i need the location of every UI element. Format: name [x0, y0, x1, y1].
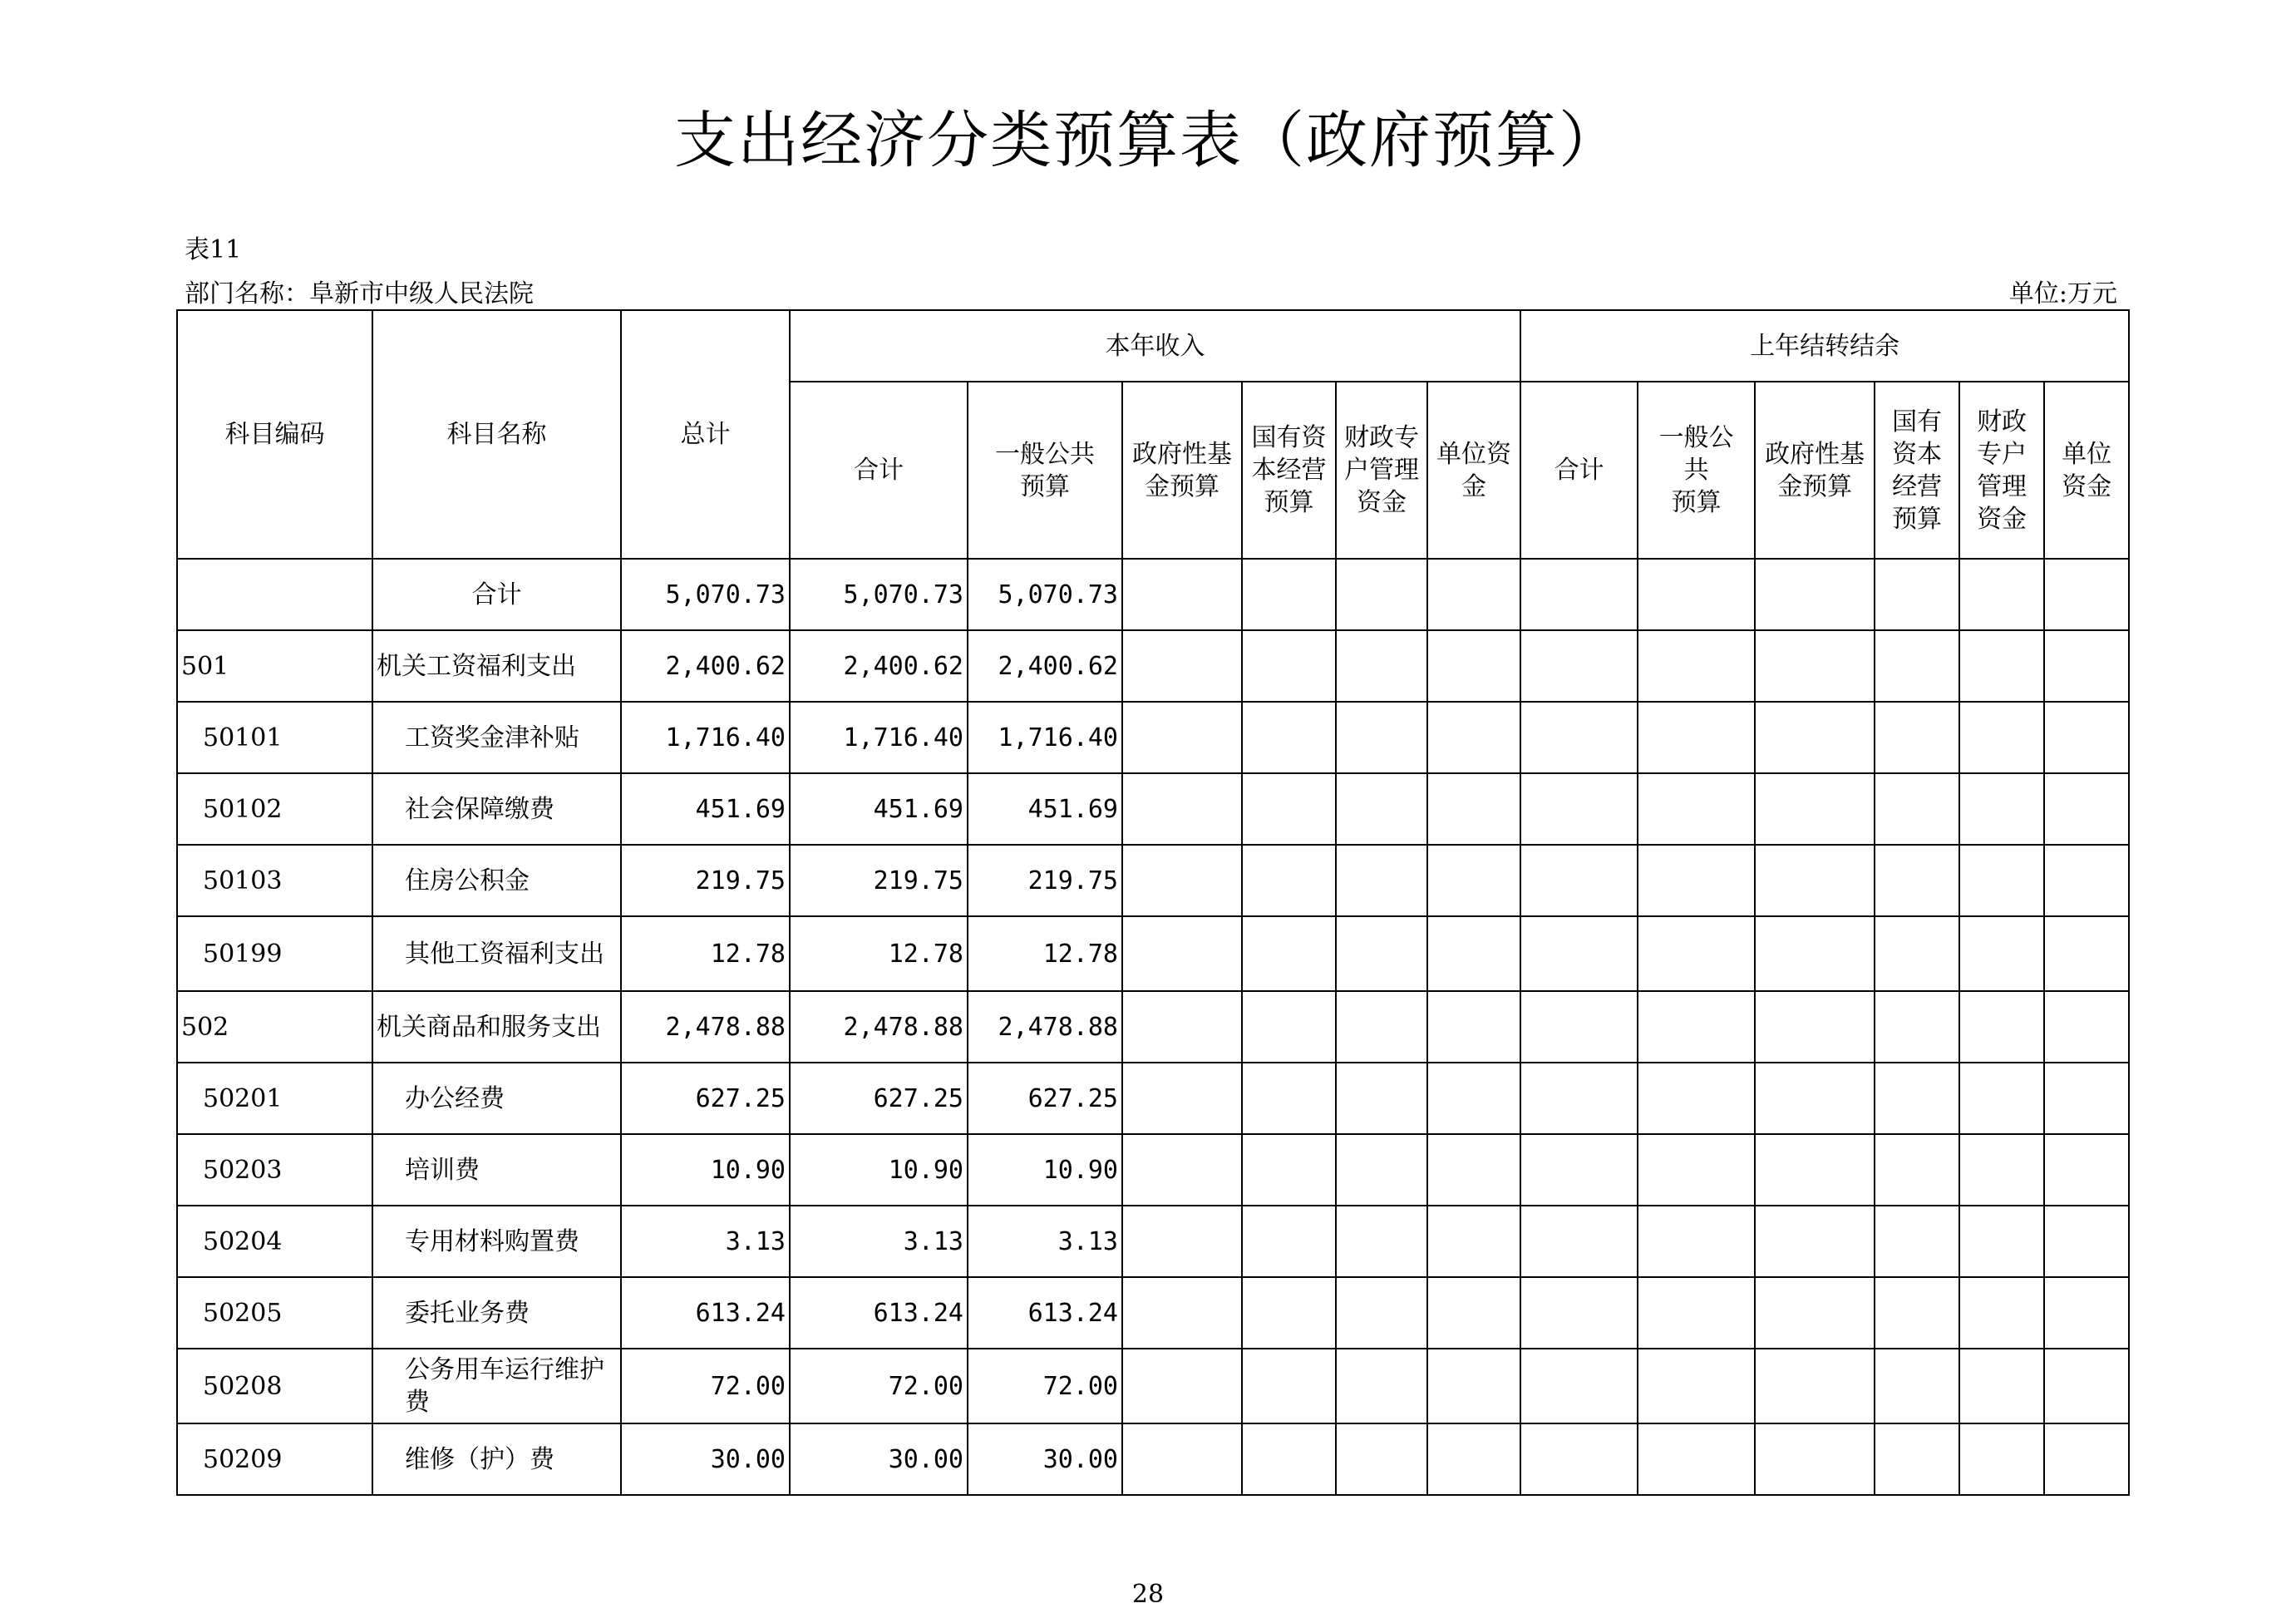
cell-empty — [1875, 630, 1959, 702]
cell-name: 住房公积金 — [372, 845, 621, 916]
cell-total: 2,400.62 — [621, 630, 790, 702]
cell-empty — [1427, 1423, 1520, 1495]
budget-table — [176, 309, 2130, 1496]
cell-code: 501 — [177, 630, 372, 702]
cell-empty — [1638, 559, 1755, 630]
cell-subtotal: 12.78 — [790, 916, 968, 991]
cell-empty — [1755, 991, 1875, 1063]
cell-empty — [1242, 1277, 1336, 1349]
cell-total: 5,070.73 — [621, 559, 790, 630]
cell-empty — [1427, 1277, 1520, 1349]
cell-code — [177, 559, 372, 630]
table-row — [177, 559, 2129, 630]
cell-subtotal: 613.24 — [790, 1277, 968, 1349]
cell-empty — [1755, 1277, 1875, 1349]
cell-code: 50103 — [177, 845, 372, 916]
header-income-unit-funds: 单位资 金 — [1427, 382, 1520, 559]
cell-empty — [1959, 1134, 2044, 1206]
table-number: 表11 — [185, 235, 242, 264]
cell-empty — [1427, 991, 1520, 1063]
table-row — [177, 1423, 2129, 1495]
cell-empty — [1520, 702, 1638, 773]
cell-code: 50201 — [177, 1063, 372, 1134]
cell-name: 专用材料购置费 — [372, 1206, 621, 1277]
cell-empty — [1242, 991, 1336, 1063]
cell-empty — [1242, 702, 1336, 773]
cell-empty — [1122, 1206, 1242, 1277]
cell-empty — [1520, 773, 1638, 845]
cell-empty — [1427, 1206, 1520, 1277]
header-code: 科目编码 — [177, 310, 372, 559]
cell-code: 50101 — [177, 702, 372, 773]
cell-name: 其他工资福利支出 — [372, 916, 621, 991]
cell-empty — [1336, 1349, 1427, 1423]
cell-empty — [1755, 1423, 1875, 1495]
cell-empty — [1520, 916, 1638, 991]
cell-empty — [1638, 630, 1755, 702]
cell-total: 627.25 — [621, 1063, 790, 1134]
cell-empty — [1122, 1134, 1242, 1206]
cell-general: 1,716.40 — [968, 702, 1122, 773]
header-current-income: 本年收入 — [790, 310, 1520, 382]
cell-empty — [1242, 1423, 1336, 1495]
cell-empty — [1122, 630, 1242, 702]
cell-empty — [1336, 559, 1427, 630]
cell-empty — [1755, 1206, 1875, 1277]
cell-total: 451.69 — [621, 773, 790, 845]
cell-empty — [1336, 916, 1427, 991]
cell-empty — [1959, 1277, 2044, 1349]
table-row — [177, 773, 2129, 845]
cell-subtotal: 451.69 — [790, 773, 968, 845]
cell-general: 219.75 — [968, 845, 1122, 916]
cell-empty — [1122, 1063, 1242, 1134]
cell-empty — [2044, 702, 2129, 773]
cell-empty — [2044, 559, 2129, 630]
cell-empty — [1242, 559, 1336, 630]
cell-empty — [1520, 1277, 1638, 1349]
cell-empty — [1336, 845, 1427, 916]
cell-empty — [1638, 1277, 1755, 1349]
cell-empty — [1875, 845, 1959, 916]
cell-empty — [1242, 1134, 1336, 1206]
cell-subtotal: 10.90 — [790, 1134, 968, 1206]
cell-subtotal: 2,478.88 — [790, 991, 968, 1063]
cell-empty — [1959, 916, 2044, 991]
header-carryover-sub-total: 合计 — [1520, 382, 1638, 559]
cell-general: 5,070.73 — [968, 559, 1122, 630]
cell-empty — [1875, 991, 1959, 1063]
unit-label: 单位:万元 — [2008, 279, 2117, 308]
table-row — [177, 1206, 2129, 1277]
cell-general: 451.69 — [968, 773, 1122, 845]
cell-subtotal: 219.75 — [790, 845, 968, 916]
cell-empty — [1336, 1206, 1427, 1277]
cell-name: 合计 — [372, 559, 621, 630]
cell-empty — [1336, 630, 1427, 702]
cell-empty — [1427, 1134, 1520, 1206]
cell-code: 50209 — [177, 1423, 372, 1495]
cell-empty — [1520, 991, 1638, 1063]
cell-empty — [2044, 630, 2129, 702]
cell-general: 627.25 — [968, 1063, 1122, 1134]
cell-subtotal: 5,070.73 — [790, 559, 968, 630]
cell-empty — [2044, 1206, 2129, 1277]
header-carryover-unit-funds: 单位 资金 — [2044, 382, 2129, 559]
department-name: 部门名称：阜新市中级人民法院 — [185, 279, 534, 308]
cell-empty — [1122, 845, 1242, 916]
cell-code: 50208 — [177, 1349, 372, 1423]
cell-empty — [1755, 845, 1875, 916]
cell-code: 50199 — [177, 916, 372, 991]
cell-empty — [1242, 1349, 1336, 1423]
cell-empty — [1875, 916, 1959, 991]
cell-general: 2,400.62 — [968, 630, 1122, 702]
cell-empty — [1638, 916, 1755, 991]
cell-subtotal: 3.13 — [790, 1206, 968, 1277]
table-row — [177, 991, 2129, 1063]
header-carryover-special-account-funds: 财政 专户 管理 资金 — [1959, 382, 2044, 559]
cell-empty — [1638, 702, 1755, 773]
header-income-sub-total: 合计 — [790, 382, 968, 559]
cell-empty — [2044, 1277, 2129, 1349]
cell-general: 3.13 — [968, 1206, 1122, 1277]
table-row — [177, 630, 2129, 702]
cell-empty — [1638, 1134, 1755, 1206]
cell-name: 工资奖金津补贴 — [372, 702, 621, 773]
cell-subtotal: 627.25 — [790, 1063, 968, 1134]
cell-empty — [1122, 773, 1242, 845]
cell-empty — [1336, 1063, 1427, 1134]
cell-empty — [1959, 1206, 2044, 1277]
header-carryover: 上年结转结余 — [1520, 310, 2129, 382]
cell-name: 办公经费 — [372, 1063, 621, 1134]
cell-empty — [1520, 1134, 1638, 1206]
cell-name: 委托业务费 — [372, 1277, 621, 1349]
cell-empty — [1122, 702, 1242, 773]
cell-subtotal: 72.00 — [790, 1349, 968, 1423]
cell-empty — [1959, 1063, 2044, 1134]
cell-name: 公务用车运行维护费 — [372, 1349, 621, 1423]
cell-empty — [1122, 991, 1242, 1063]
table-row — [177, 1277, 2129, 1349]
cell-empty — [1520, 630, 1638, 702]
cell-empty — [1427, 1349, 1520, 1423]
cell-empty — [1520, 559, 1638, 630]
cell-empty — [1638, 1063, 1755, 1134]
cell-empty — [1122, 1423, 1242, 1495]
cell-empty — [1336, 1134, 1427, 1206]
cell-empty — [1336, 1277, 1427, 1349]
header-income-general-budget: 一般公共 预算 — [968, 382, 1122, 559]
header-carryover-state-capital-budget: 国有 资本 经营 预算 — [1875, 382, 1959, 559]
table-row — [177, 1349, 2129, 1423]
cell-empty — [1336, 773, 1427, 845]
cell-empty — [1959, 991, 2044, 1063]
header-total: 总计 — [621, 310, 790, 559]
cell-total: 12.78 — [621, 916, 790, 991]
cell-empty — [1959, 1349, 2044, 1423]
cell-empty — [1875, 1134, 1959, 1206]
cell-empty — [1875, 1423, 1959, 1495]
cell-empty — [1875, 1063, 1959, 1134]
cell-empty — [1242, 845, 1336, 916]
table-row — [177, 1063, 2129, 1134]
cell-empty — [1122, 559, 1242, 630]
cell-empty — [1520, 1423, 1638, 1495]
cell-empty — [1427, 630, 1520, 702]
cell-empty — [1875, 1206, 1959, 1277]
cell-empty — [1427, 702, 1520, 773]
cell-empty — [1336, 702, 1427, 773]
cell-empty — [1242, 1206, 1336, 1277]
header-name: 科目名称 — [372, 310, 621, 559]
cell-empty — [1638, 1349, 1755, 1423]
cell-empty — [1959, 773, 2044, 845]
cell-empty — [1638, 845, 1755, 916]
page-title: 支出经济分类预算表（政府预算） — [674, 105, 1622, 176]
table-row — [177, 916, 2129, 991]
cell-empty — [1520, 1063, 1638, 1134]
cell-empty — [1122, 916, 1242, 991]
cell-empty — [1755, 1134, 1875, 1206]
cell-empty — [1875, 773, 1959, 845]
table-row — [177, 702, 2129, 773]
cell-empty — [1520, 1206, 1638, 1277]
cell-empty — [2044, 916, 2129, 991]
cell-name: 机关工资福利支出 — [372, 630, 621, 702]
cell-empty — [1875, 702, 1959, 773]
cell-code: 50204 — [177, 1206, 372, 1277]
cell-general: 12.78 — [968, 916, 1122, 991]
cell-empty — [1638, 1206, 1755, 1277]
cell-general: 613.24 — [968, 1277, 1122, 1349]
cell-empty — [1875, 1349, 1959, 1423]
cell-empty — [1427, 1063, 1520, 1134]
table-row — [177, 1134, 2129, 1206]
cell-empty — [1959, 702, 2044, 773]
cell-empty — [1242, 773, 1336, 845]
cell-empty — [2044, 991, 2129, 1063]
cell-total: 2,478.88 — [621, 991, 790, 1063]
header-income-gov-fund-budget: 政府性基 金预算 — [1122, 382, 1242, 559]
cell-general: 30.00 — [968, 1423, 1122, 1495]
cell-empty — [1755, 630, 1875, 702]
cell-empty — [2044, 1349, 2129, 1423]
cell-empty — [1755, 1063, 1875, 1134]
cell-empty — [1122, 1277, 1242, 1349]
cell-empty — [1336, 991, 1427, 1063]
header-carryover-gov-fund-budget: 政府性基 金预算 — [1755, 382, 1875, 559]
cell-general: 2,478.88 — [968, 991, 1122, 1063]
cell-empty — [1638, 991, 1755, 1063]
cell-name: 社会保障缴费 — [372, 773, 621, 845]
cell-empty — [1755, 1349, 1875, 1423]
cell-empty — [1242, 916, 1336, 991]
cell-general: 10.90 — [968, 1134, 1122, 1206]
cell-empty — [1520, 1349, 1638, 1423]
cell-empty — [1427, 845, 1520, 916]
cell-empty — [1875, 559, 1959, 630]
cell-empty — [1427, 916, 1520, 991]
cell-empty — [1959, 845, 2044, 916]
cell-general: 72.00 — [968, 1349, 1122, 1423]
cell-empty — [1242, 1063, 1336, 1134]
cell-empty — [2044, 1063, 2129, 1134]
header-income-state-capital-budget: 国有资 本经营 预算 — [1242, 382, 1336, 559]
cell-empty — [1959, 559, 2044, 630]
cell-name: 机关商品和服务支出 — [372, 991, 621, 1063]
cell-subtotal: 1,716.40 — [790, 702, 968, 773]
cell-total: 613.24 — [621, 1277, 790, 1349]
cell-empty — [2044, 845, 2129, 916]
cell-code: 50102 — [177, 773, 372, 845]
cell-total: 1,716.40 — [621, 702, 790, 773]
page-number: 28 — [1131, 1580, 1165, 1609]
cell-code: 50205 — [177, 1277, 372, 1349]
cell-empty — [1122, 1349, 1242, 1423]
header-carryover-general-budget: 一般公 共 预算 — [1638, 382, 1755, 559]
cell-total: 30.00 — [621, 1423, 790, 1495]
table-row — [177, 845, 2129, 916]
cell-total: 10.90 — [621, 1134, 790, 1206]
cell-empty — [1427, 773, 1520, 845]
cell-name: 培训费 — [372, 1134, 621, 1206]
cell-total: 72.00 — [621, 1349, 790, 1423]
cell-subtotal: 30.00 — [790, 1423, 968, 1495]
cell-empty — [1959, 630, 2044, 702]
cell-empty — [1755, 916, 1875, 991]
cell-empty — [2044, 773, 2129, 845]
cell-empty — [1638, 773, 1755, 845]
cell-total: 3.13 — [621, 1206, 790, 1277]
cell-name: 维修（护）费 — [372, 1423, 621, 1495]
cell-empty — [1242, 630, 1336, 702]
cell-empty — [1638, 1423, 1755, 1495]
cell-empty — [1755, 559, 1875, 630]
cell-empty — [1875, 1277, 1959, 1349]
cell-empty — [1755, 702, 1875, 773]
cell-empty — [1520, 845, 1638, 916]
cell-empty — [1336, 1423, 1427, 1495]
cell-empty — [2044, 1134, 2129, 1206]
cell-code: 50203 — [177, 1134, 372, 1206]
cell-empty — [1755, 773, 1875, 845]
cell-subtotal: 2,400.62 — [790, 630, 968, 702]
cell-empty — [1427, 559, 1520, 630]
cell-empty — [2044, 1423, 2129, 1495]
header-income-special-account-funds: 财政专 户管理 资金 — [1336, 382, 1427, 559]
cell-code: 502 — [177, 991, 372, 1063]
cell-empty — [1959, 1423, 2044, 1495]
cell-total: 219.75 — [621, 845, 790, 916]
